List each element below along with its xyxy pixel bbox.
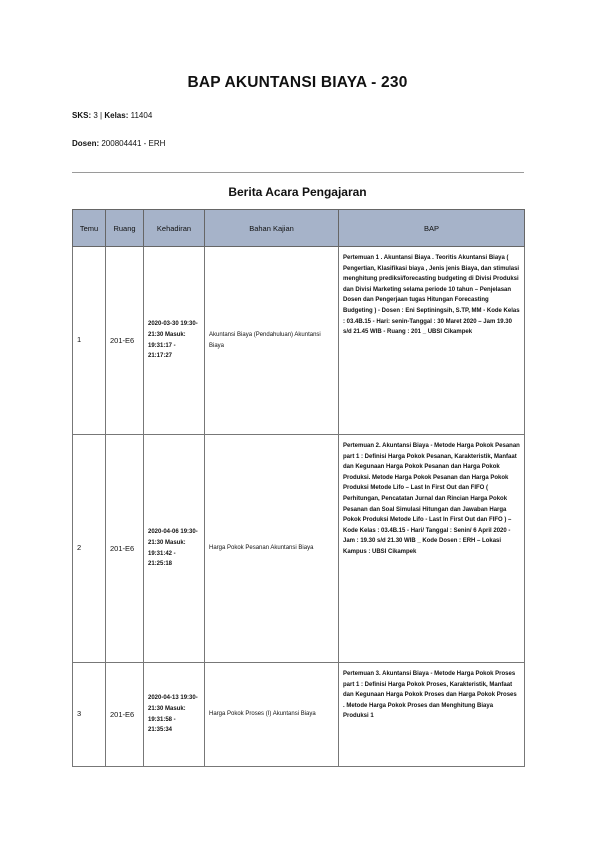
- sks-value: 3: [93, 111, 98, 120]
- dosen-value: 200804441 - ERH: [101, 139, 166, 148]
- sks-label: SKS:: [72, 111, 92, 120]
- kehadiran-cell: 2020-03-30 19:30-21:30 Masuk: 19:31:17 - 21:17:27: [144, 247, 205, 435]
- ruang-cell: 201-E6: [106, 247, 144, 435]
- ruang-cell: 201-E6: [106, 663, 144, 767]
- bahan-kajian-cell: Harga Pokok Pesanan Akuntansi Biaya: [205, 435, 339, 663]
- section-title: Berita Acara Pengajaran: [228, 185, 367, 199]
- ruang-cell: 201-E6: [106, 435, 144, 663]
- header-bahan-kajian: Bahan Kajian: [205, 210, 339, 247]
- header-ruang: Ruang: [106, 210, 144, 247]
- kehadiran-cell: 2020-04-06 19:30-21:30 Masuk: 19:31:42 - 21:25:18: [144, 435, 205, 663]
- bap-cell: Pertemuan 2. Akuntansi Biaya - Metode Harga Pokok Pesanan part 1 : Definisi Harga Pokok Pesanan, Karakteristik, Manfaat dan Kegunaan Harga Pokok Pesanan dan Harga Pokok Produksi. Metode Harga Pokok Pesanan dan Harga Pokok Produksi Metode Lifo – Last In First Out dan FIFO ( Perhitungan, Pencatatan Jurnal dan Rincian Harga Pokok Pesanan dan Soal Simulasi Hitungan dan Jawaban Harga Pokok Produksi Metode Lifo - Last In First Out dan FIFO ) – Kode Kelas : 03.4B.15 - Hari/ Tanggal : Senin/ 6 April 2020 - Jam : 19.30 s/d 21.30 WIB _ Kode Dosen : ERH – Lokasi Kampus : UBSI Cikampek: [339, 435, 525, 663]
- bahan-kajian-cell: Akuntansi Biaya (Pendahuluan) Akuntansi Biaya: [205, 247, 339, 435]
- bap-cell: Pertemuan 3. Akuntansi Biaya - Metode Harga Pokok Proses part 1 : Definisi Harga Pokok Proses, Karakteristik, Manfaat dan Kegunaan Harga Pokok Proses dan Harga Pokok Proses . Metode Harga Pokok Proses dan Menghitung Biaya Produksi 1: [339, 663, 525, 767]
- dosen-line: [72, 139, 165, 148]
- bap-table: [72, 209, 525, 767]
- sks-kelas-line: [72, 111, 152, 120]
- temu-cell: 2: [73, 435, 106, 663]
- temu-cell: 3: [73, 663, 106, 767]
- temu-cell: 1: [73, 247, 106, 435]
- divider: [72, 172, 524, 173]
- header-temu: Temu: [73, 210, 106, 247]
- table-row: [73, 435, 525, 663]
- table-row: [73, 247, 525, 435]
- separator: |: [100, 111, 103, 120]
- bahan-kajian-cell: Harga Pokok Proses (I) Akuntansi Biaya: [205, 663, 339, 767]
- document-title: BAP AKUNTANSI BIAYA - 230: [187, 74, 408, 91]
- header-kehadiran: Kehadiran: [144, 210, 205, 247]
- kelas-value: 11404: [130, 111, 153, 120]
- kelas-label: Kelas:: [104, 111, 129, 120]
- table-header-row: [73, 210, 525, 247]
- kehadiran-cell: 2020-04-13 19:30-21:30 Masuk: 19:31:58 - 21:35:34: [144, 663, 205, 767]
- dosen-label: Dosen:: [72, 139, 100, 148]
- table-row: [73, 663, 525, 767]
- header-bap: BAP: [339, 210, 525, 247]
- bap-cell: Pertemuan 1 . Akuntansi Biaya . Teoritis Akuntansi Biaya ( Pengertian, Klasifikasi biaya , Jenis jenis Biaya, dan stimulasi menghitung prediksi/forecasting budgeting di Divisi Produksi dan Divisi Marketing selama periode 10 tahun – Penjelasan Dosen dan Pengerjaan tugas Hitungan Forecasting Budgeting ) - Dosen : Eni Septiningsih, S.TP, MM - Kode Kelas : 03.4B.15 - Hari: senin-Tanggal : 30 Maret 2020 – Jam 19.30 s/d 21.45 WIB - Ruang : 201 _ UBSI Cikampek: [339, 247, 525, 435]
